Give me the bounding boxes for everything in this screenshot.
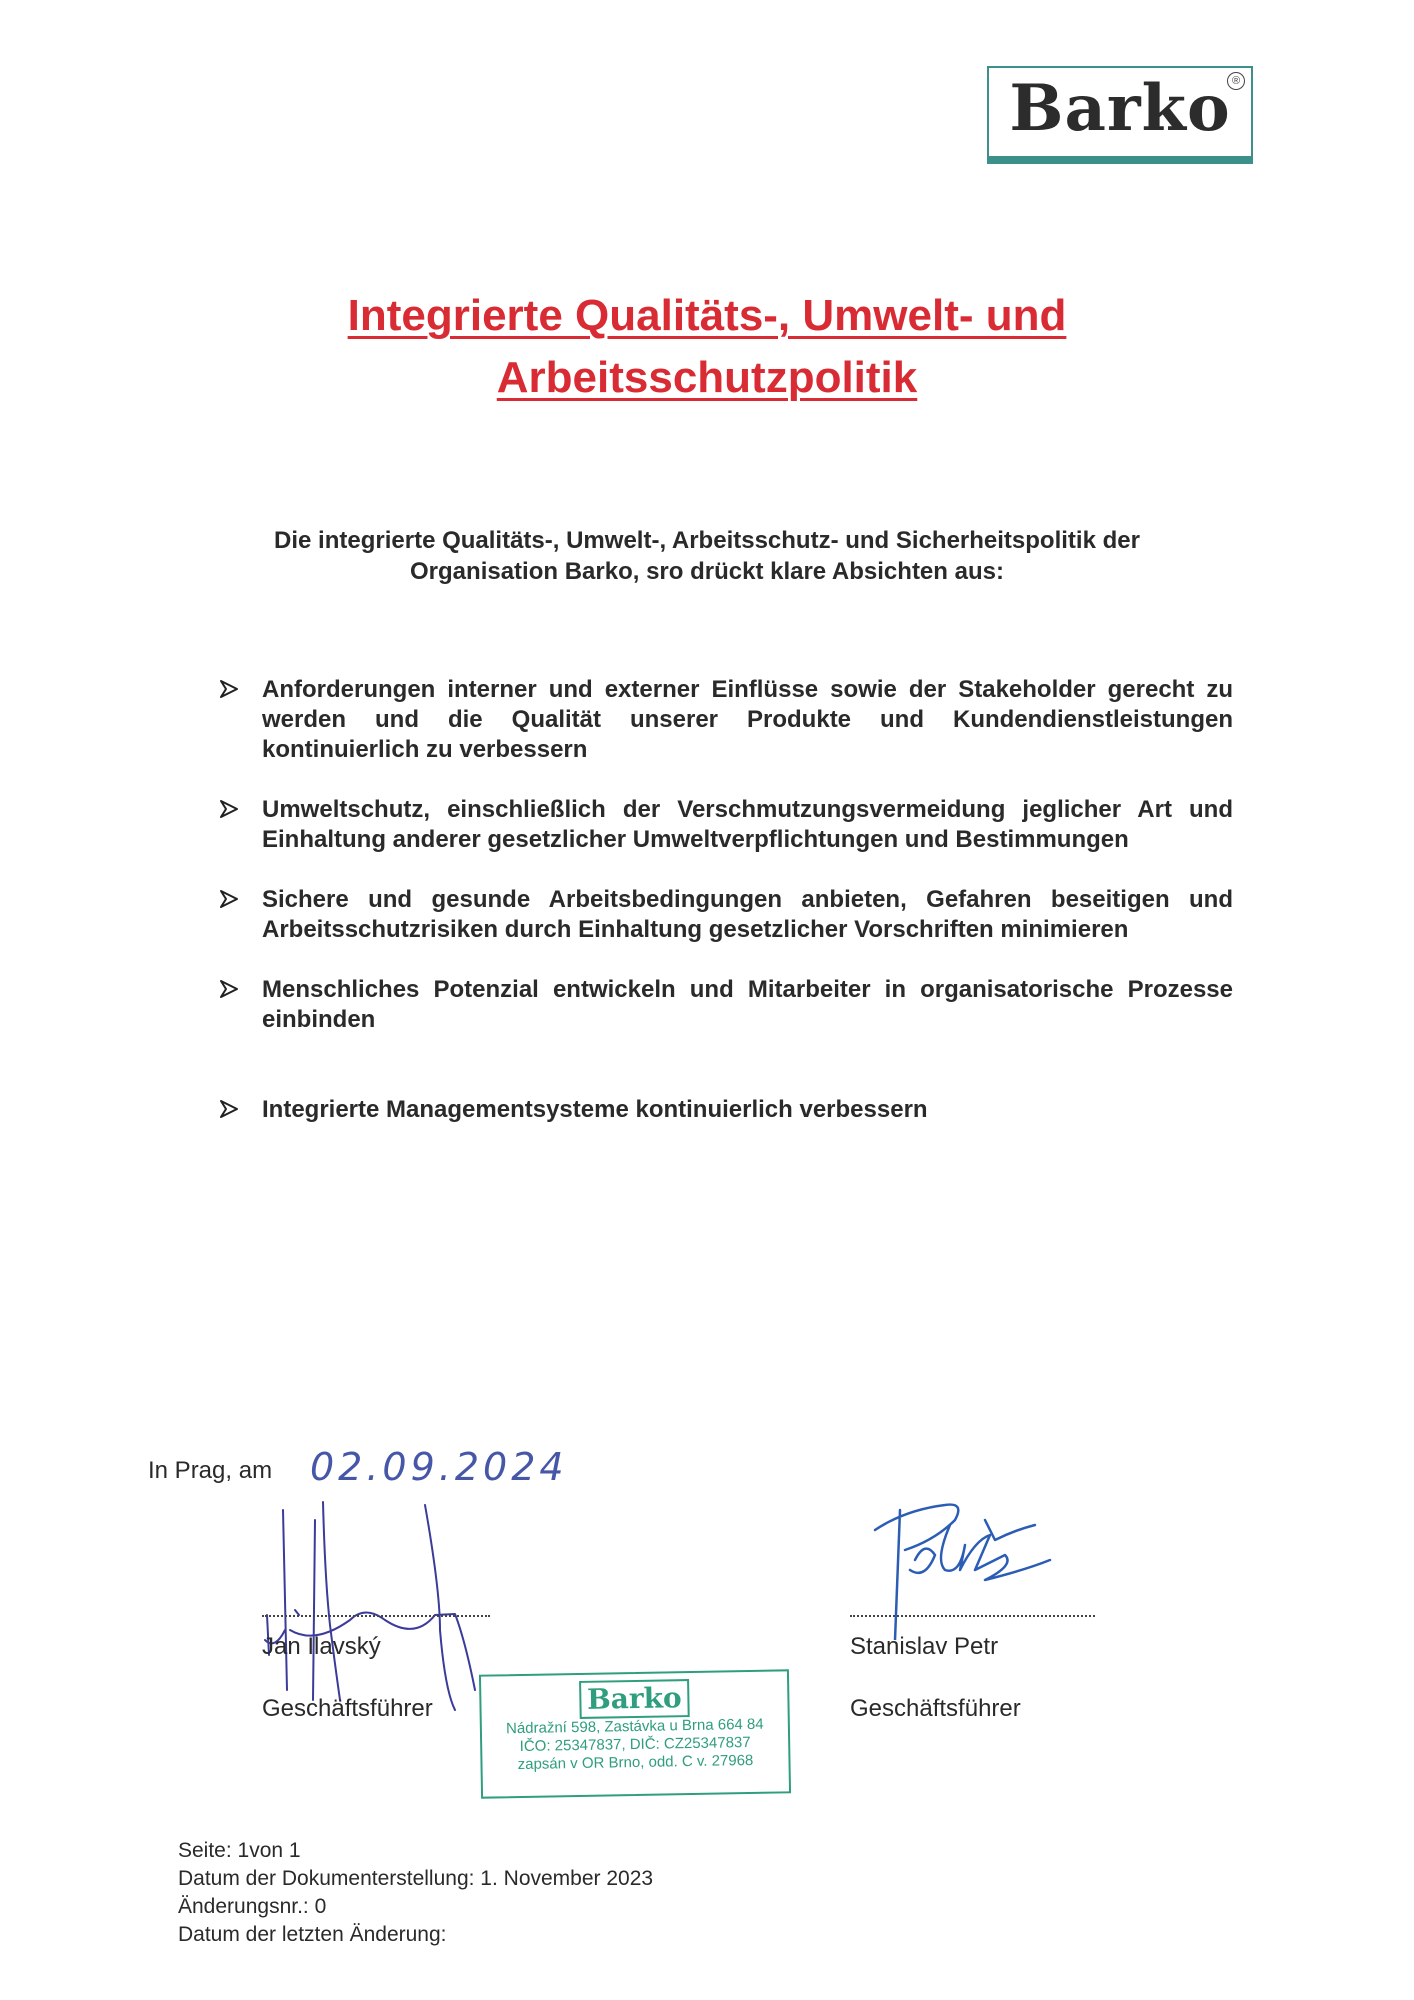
signer-left-role: Geschäftsführer [262, 1695, 433, 1722]
document-title [150, 285, 1264, 409]
list-item-text: Sichere und gesunde Arbeitsbedingungen anbieten, Gefahren beseitigen und Arbeitsschutzrisiken durch Einhaltung gesetzlicher Vorschriften minimieren [262, 886, 1233, 943]
intro-paragraph [170, 525, 1244, 587]
place-label: In Prag, am [148, 1457, 273, 1484]
stamp-logo: Barko [579, 1679, 690, 1719]
list-item-text: Anforderungen interner und externer Einflüsse sowie der Stakeholder gerecht zu werden und die Qualität unserer Produkte und Kundendienstleistungen kontinuierlich zu verbessern [262, 676, 1233, 763]
company-stamp [479, 1669, 791, 1798]
title-line-1: Integrierte Qualitäts-, Umwelt- und [347, 291, 1067, 340]
arrow-bullet-icon [218, 798, 240, 820]
stamp-registry: zapsán v OR Brno, odd. C v. 27968 [517, 1751, 754, 1774]
company-logo [987, 66, 1253, 158]
signature-left-scribble [255, 1490, 505, 1730]
signer-left-name: Jan Ilavský [262, 1633, 381, 1660]
arrow-bullet-icon [218, 978, 240, 1000]
logo-underline [987, 158, 1253, 164]
registered-mark: ® [1227, 72, 1245, 90]
list-item [218, 795, 1233, 855]
signer-right-name: Stanislav Petr [850, 1633, 999, 1660]
policy-list [218, 675, 1233, 1125]
footer-last-change: Datum der letzten Änderung: [178, 1923, 447, 1946]
list-item-text: Umweltschutz, einschließlich der Verschmutzungsvermeidung jeglicher Art und Einhaltung anderer gesetzlicher Umweltverpflichtungen und Bestimmungen [262, 796, 1233, 853]
title-line-2: Arbeitsschutzpolitik [496, 353, 918, 402]
intro-line-2: Organisation Barko, sro drückt klare Absichten aus: [410, 558, 1004, 585]
document-footer [178, 1837, 653, 1949]
handwritten-date: 02.09.2024 [310, 1445, 568, 1489]
signer-right-role: Geschäftsführer [850, 1695, 1021, 1722]
stamp-ids: IČO: 25347837, DIČ: CZ25347837 [519, 1733, 751, 1756]
stamp-address: Nádražní 598, Zastávka u Brna 664 84 [505, 1715, 764, 1738]
list-item [218, 975, 1233, 1035]
footer-page: Seite: 1von 1 [178, 1839, 301, 1862]
arrow-bullet-icon [218, 678, 240, 700]
list-item [218, 675, 1233, 765]
arrow-bullet-icon [218, 888, 240, 910]
signature-line-left [262, 1615, 490, 1617]
list-item [218, 885, 1233, 945]
signature-line-right [850, 1615, 1095, 1617]
list-item [218, 1095, 1233, 1125]
list-item-text: Menschliches Potenzial entwickeln und Mitarbeiter in organisatorische Prozesse einbinden [262, 976, 1233, 1033]
list-item-text: Integrierte Managementsysteme kontinuierlich verbessern [262, 1096, 928, 1123]
footer-created: Datum der Dokumenterstellung: 1. November 2023 [178, 1867, 654, 1890]
footer-revision: Änderungsnr.: 0 [178, 1895, 327, 1918]
signature-right-scribble [865, 1500, 1065, 1640]
logo-text: Barko [1009, 71, 1231, 146]
intro-line-1: Die integrierte Qualitäts-, Umwelt-, Arbeitsschutz- und Sicherheitspolitik der [274, 527, 1140, 554]
arrow-bullet-icon [218, 1098, 240, 1120]
